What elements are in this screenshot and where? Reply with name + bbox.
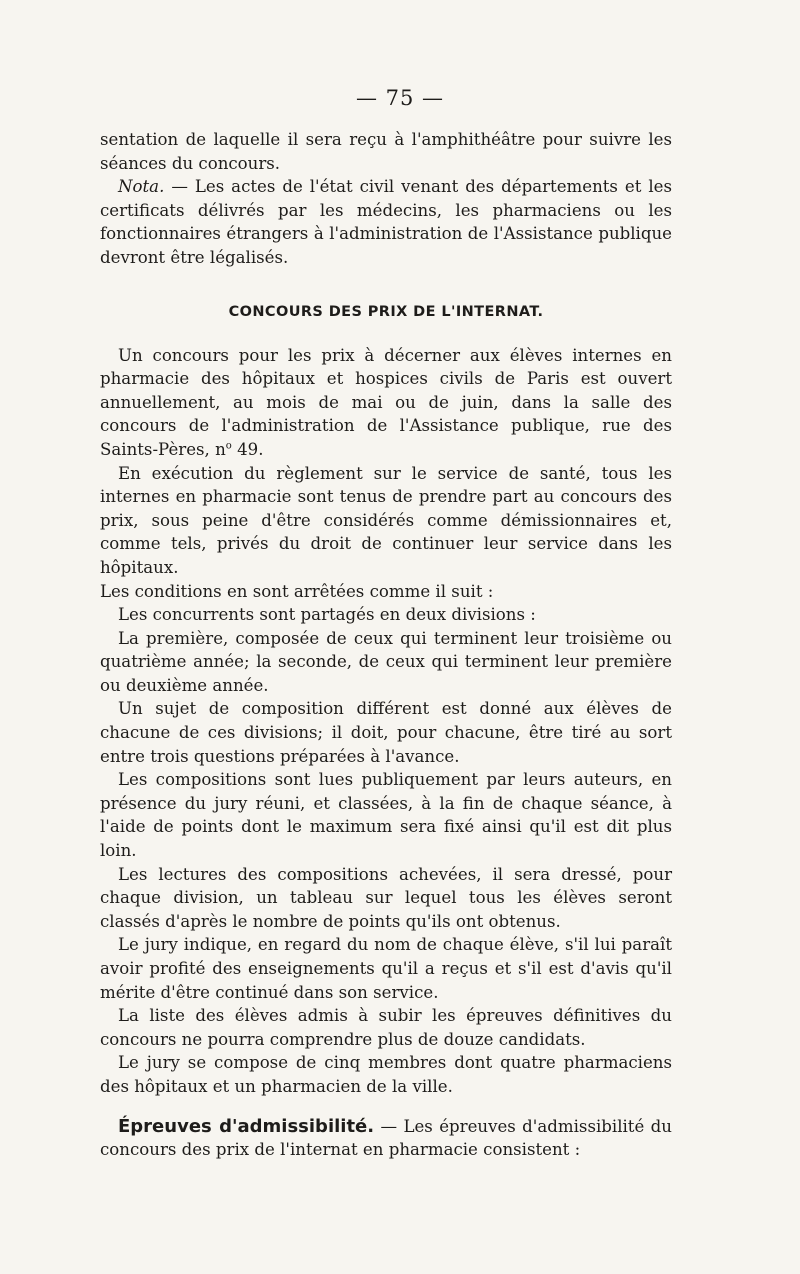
paragraph-9: Le jury indique, en regard du nom de chaque élève, s'il lui paraît avoir profité des enseignements qu'il a reçus et s'il est d'avis qu'il mérite d'être continué dans son service. — [100, 935, 672, 1002]
paragraph-10: La liste des élèves admis à subir les épreuves définitives du concours ne pourra comprendre plus de douze candidats. — [100, 1006, 672, 1049]
admissibility-title: Épreuves d'admissibilité. — [118, 1115, 375, 1137]
paragraph-7: Les compositions sont lues publiquement par leurs auteurs, en présence du jury réuni, et classées, à la fin de chaque séance, à l'aide de points dont le maximum sera fixé ainsi qu'il est dit plus loin. — [100, 770, 672, 861]
page-number: — 75 — — [355, 86, 445, 110]
paragraph-3: Les conditions en sont arrêtées comme il suit : — [100, 581, 494, 601]
paragraph-1-sup: o — [225, 440, 232, 452]
paragraph-1-main: Un concours pour les prix à décerner aux élèves internes en pharmacie des hôpitaux et hospices civils de Paris est ouvert annuellement, au mois de mai ou de juin, dans la salle des concours de l'administration de l'Assistance publique, rue des Saints-Pères, n — [100, 345, 672, 459]
paragraph-4: Les concurrents sont partagés en deux divisions : — [118, 605, 536, 625]
paragraph-2: En exécution du règlement sur le service de santé, tous les internes en pharmacie sont tenus de prendre part au concours des prix, sous peine d'être considérés comme démissionnaires et, comme tels, privés du droit de continuer leur service dans les hôpitaux. — [100, 463, 672, 577]
admissibility-paragraph — [100, 1115, 672, 1162]
paragraph-1-end: 49. — [231, 439, 264, 459]
nota-paragraph — [100, 175, 672, 269]
paragraph-1 — [100, 344, 672, 462]
paragraph-6: Un sujet de composition différent est donné aux élèves de chacune de ces divisions; il doit, pour chacune, être tiré au sort entre trois questions préparées à l'avance. — [100, 699, 672, 766]
paragraph-5: La première, composée de ceux qui terminent leur troisième ou quatrième année; la seconde, de ceux qui terminent leur première ou deuxième année. — [100, 628, 672, 695]
continued-paragraph: sentation de laquelle il sera reçu à l'amphithéâtre pour suivre les séances du concours. — [100, 130, 672, 173]
page-content — [100, 128, 672, 1162]
admissibility-text: — Les épreuves d'admissibilité du concours des prix de l'internat en pharmacie consistent : — [100, 1116, 672, 1160]
nota-label: Nota. — [118, 177, 165, 197]
nota-text: — Les actes de l'état civil venant des départements et les certificats délivrés par les médecins, les pharmaciens ou les fonctionnaires étrangers à l'administration de l'Assistance publique devront être légalisés. — [100, 177, 672, 267]
section-heading: CONCOURS DES PRIX DE L'INTERNAT. — [228, 303, 544, 320]
paragraph-11: Le jury se compose de cinq membres dont quatre pharmaciens des hôpitaux et un pharmacien de la ville. — [100, 1053, 672, 1096]
paragraph-8: Les lectures des compositions achevées, il sera dressé, pour chaque division, un tableau sur lequel tous les élèves seront classés d'après le nombre de points qu'ils ont obtenus. — [100, 864, 672, 931]
